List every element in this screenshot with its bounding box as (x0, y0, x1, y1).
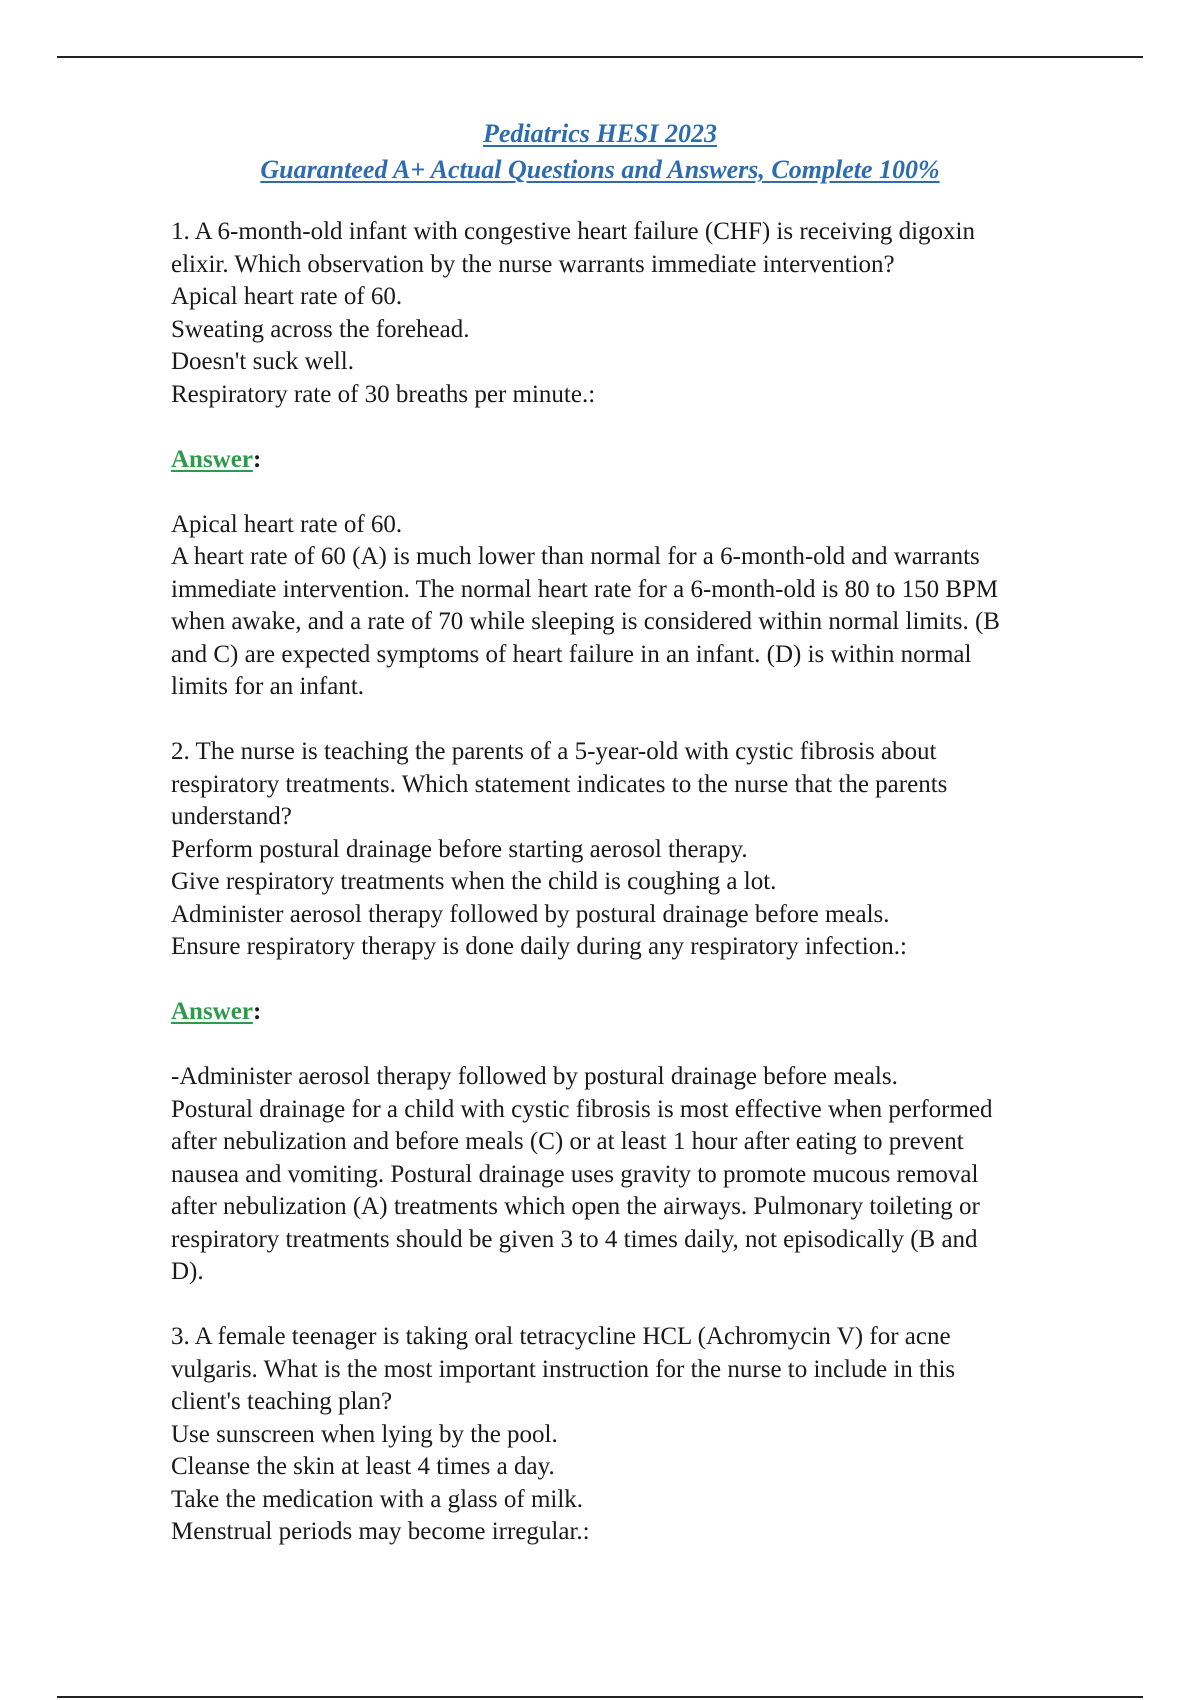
option-line: Give respiratory treatments when the child is coughing a lot. (171, 868, 777, 895)
option-line: Perform postural drainage before starting aerosol therapy. (171, 835, 748, 863)
answer-line: after nebulization and before meals (C) or at least 1 hour after eating to prevent (171, 1128, 964, 1155)
option-line: Apical heart rate of 60. (171, 283, 403, 310)
answer-line: A heart rate of 60 (A) is much lower than normal for a 6-month-old and warrants (171, 543, 980, 570)
answer-line: respiratory treatments should be given 3 to 4 times daily, not episodically (B and (171, 1225, 978, 1253)
document-header (0, 116, 1200, 188)
answer-label: Answer (171, 998, 253, 1025)
answer-line: -Administer aerosol therapy followed by postural drainage before meals. (171, 1063, 898, 1090)
answer-line: and C) are expected symptoms of heart failure in an infant. (D) is within normal (171, 640, 972, 668)
question-stem-line: elixir. Which observation by the nurse warrants immediate intervention? (171, 250, 895, 278)
question-block-1 (171, 216, 1131, 704)
answer-label: Answer (171, 445, 253, 473)
option-line: Doesn't suck well. (171, 348, 354, 375)
answer-line: Apical heart rate of 60. (171, 510, 403, 538)
question-stem-line: client's teaching plan? (171, 1388, 393, 1415)
answer-colon: : (252, 998, 262, 1025)
document-subtitle[interactable]: Guaranteed A+ Actual Questions and Answers, Complete 100% (260, 155, 940, 184)
answer-line: nausea and vomiting. Postural drainage uses gravity to promote mucous removal (171, 1160, 979, 1188)
option-line: Take the medication with a glass of milk. (171, 1485, 584, 1513)
answer-line: limits for an infant. (171, 673, 365, 700)
question-block-2 (171, 736, 1131, 1289)
top-rule (57, 56, 1143, 58)
answer-line: immediate intervention. The normal heart rate for a 6-month-old is 80 to 150 BPM (171, 575, 999, 603)
question-stem-line: 3. A female teenager is taking oral tetracycline HCL (Achromycin V) for acne (171, 1323, 951, 1350)
document-body (171, 216, 1131, 1549)
option-line: Ensure respiratory therapy is done daily during any respiratory infection.: (171, 933, 907, 960)
answer-heading (171, 996, 1131, 1029)
option-line: Administer aerosol therapy followed by postural drainage before meals. (171, 900, 890, 928)
bottom-rule (57, 1696, 1143, 1698)
answer-heading (171, 444, 1131, 477)
option-line: Respiratory rate of 30 breaths per minute.: (171, 380, 596, 408)
answer-line: after nebulization (A) treatments which open the airways. Pulmonary toileting or (171, 1193, 980, 1220)
answer-line: Postural drainage for a child with cystic fibrosis is most effective when performed (171, 1095, 993, 1123)
option-line: Use sunscreen when lying by the pool. (171, 1420, 558, 1448)
answer-line: when awake, and a rate of 70 while sleeping is considered within normal limits. (B (171, 608, 1000, 635)
answer-line: D). (171, 1258, 204, 1285)
question-stem-line: vulgaris. What is the most important instruction for the nurse to include in this (171, 1355, 956, 1383)
question-stem-line: respiratory treatments. Which statement indicates to the nurse that the parents (171, 770, 948, 798)
question-stem-line: 2. The nurse is teaching the parents of a 5-year-old with cystic fibrosis about (171, 738, 937, 765)
option-line: Cleanse the skin at least 4 times a day. (171, 1453, 555, 1480)
option-line: Sweating across the forehead. (171, 315, 470, 343)
document-title[interactable]: Pediatrics HESI 2023 (482, 119, 717, 148)
question-block-3 (171, 1321, 1131, 1549)
option-line: Menstrual periods may become irregular.: (171, 1518, 590, 1545)
answer-colon: : (252, 445, 262, 473)
question-stem-line: understand? (171, 803, 292, 830)
question-stem-line: 1. A 6-month-old infant with congestive heart failure (CHF) is receiving digoxin (171, 218, 976, 245)
